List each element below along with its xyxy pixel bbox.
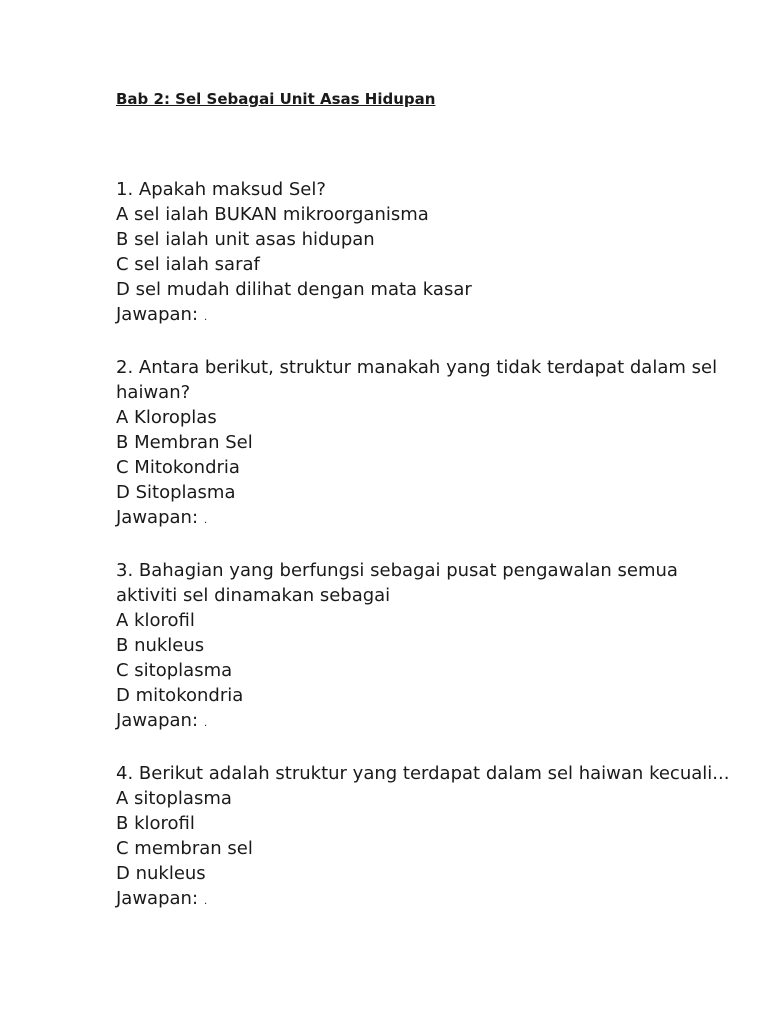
option-b: B klorofil <box>116 813 195 834</box>
option-c: C membran sel <box>116 838 253 859</box>
option-c: C Mitokondria <box>116 457 240 478</box>
option-a: A sel ialah BUKAN mikroorganisma <box>116 204 429 225</box>
document-page <box>116 88 736 939</box>
answer-label: Jawapan: <box>116 710 199 731</box>
option-b: B sel ialah unit asas hidupan <box>116 229 375 250</box>
option-d: D mitokondria <box>116 685 244 706</box>
chapter-heading: Bab 2: Sel Sebagai Unit Asas Hidupan <box>116 90 436 108</box>
answer-value: . <box>204 718 208 729</box>
option-b: B Membran Sel <box>116 432 253 453</box>
option-a: A klorofil <box>116 610 195 631</box>
question-text: 2. Antara berikut, struktur manakah yang tidak terdapat dalam sel haiwan? <box>116 357 718 403</box>
answer-line <box>116 708 736 736</box>
question-text: 3. Bahagian yang berfungsi sebagai pusat pengawalan semua aktiviti sel dinamakan sebagai <box>116 560 678 606</box>
answer-line <box>116 302 736 330</box>
answer-line <box>116 886 736 914</box>
answer-label: Jawapan: <box>116 304 199 325</box>
option-b: B nukleus <box>116 635 205 656</box>
answer-line <box>116 505 736 533</box>
option-d: D sel mudah dilihat dengan mata kasar <box>116 279 472 300</box>
option-d: D nukleus <box>116 863 206 884</box>
answer-value: . <box>204 312 208 323</box>
option-a: A sitoplasma <box>116 788 232 809</box>
answer-label: Jawapan: <box>116 507 199 528</box>
option-d: D Sitoplasma <box>116 482 236 503</box>
question-1 <box>116 177 736 330</box>
answer-label: Jawapan: <box>116 888 199 909</box>
option-c: C sel ialah saraf <box>116 254 260 275</box>
answer-value: . <box>204 515 208 526</box>
question-text: 4. Berikut adalah struktur yang terdapat dalam sel haiwan kecuali... <box>116 763 730 784</box>
question-list <box>116 177 736 914</box>
question-text: 1. Apakah maksud Sel? <box>116 179 326 200</box>
answer-value: . <box>204 896 208 907</box>
question-2 <box>116 355 736 533</box>
option-a: A Kloroplas <box>116 407 217 428</box>
question-3 <box>116 558 736 736</box>
question-4 <box>116 761 736 914</box>
option-c: C sitoplasma <box>116 660 233 681</box>
